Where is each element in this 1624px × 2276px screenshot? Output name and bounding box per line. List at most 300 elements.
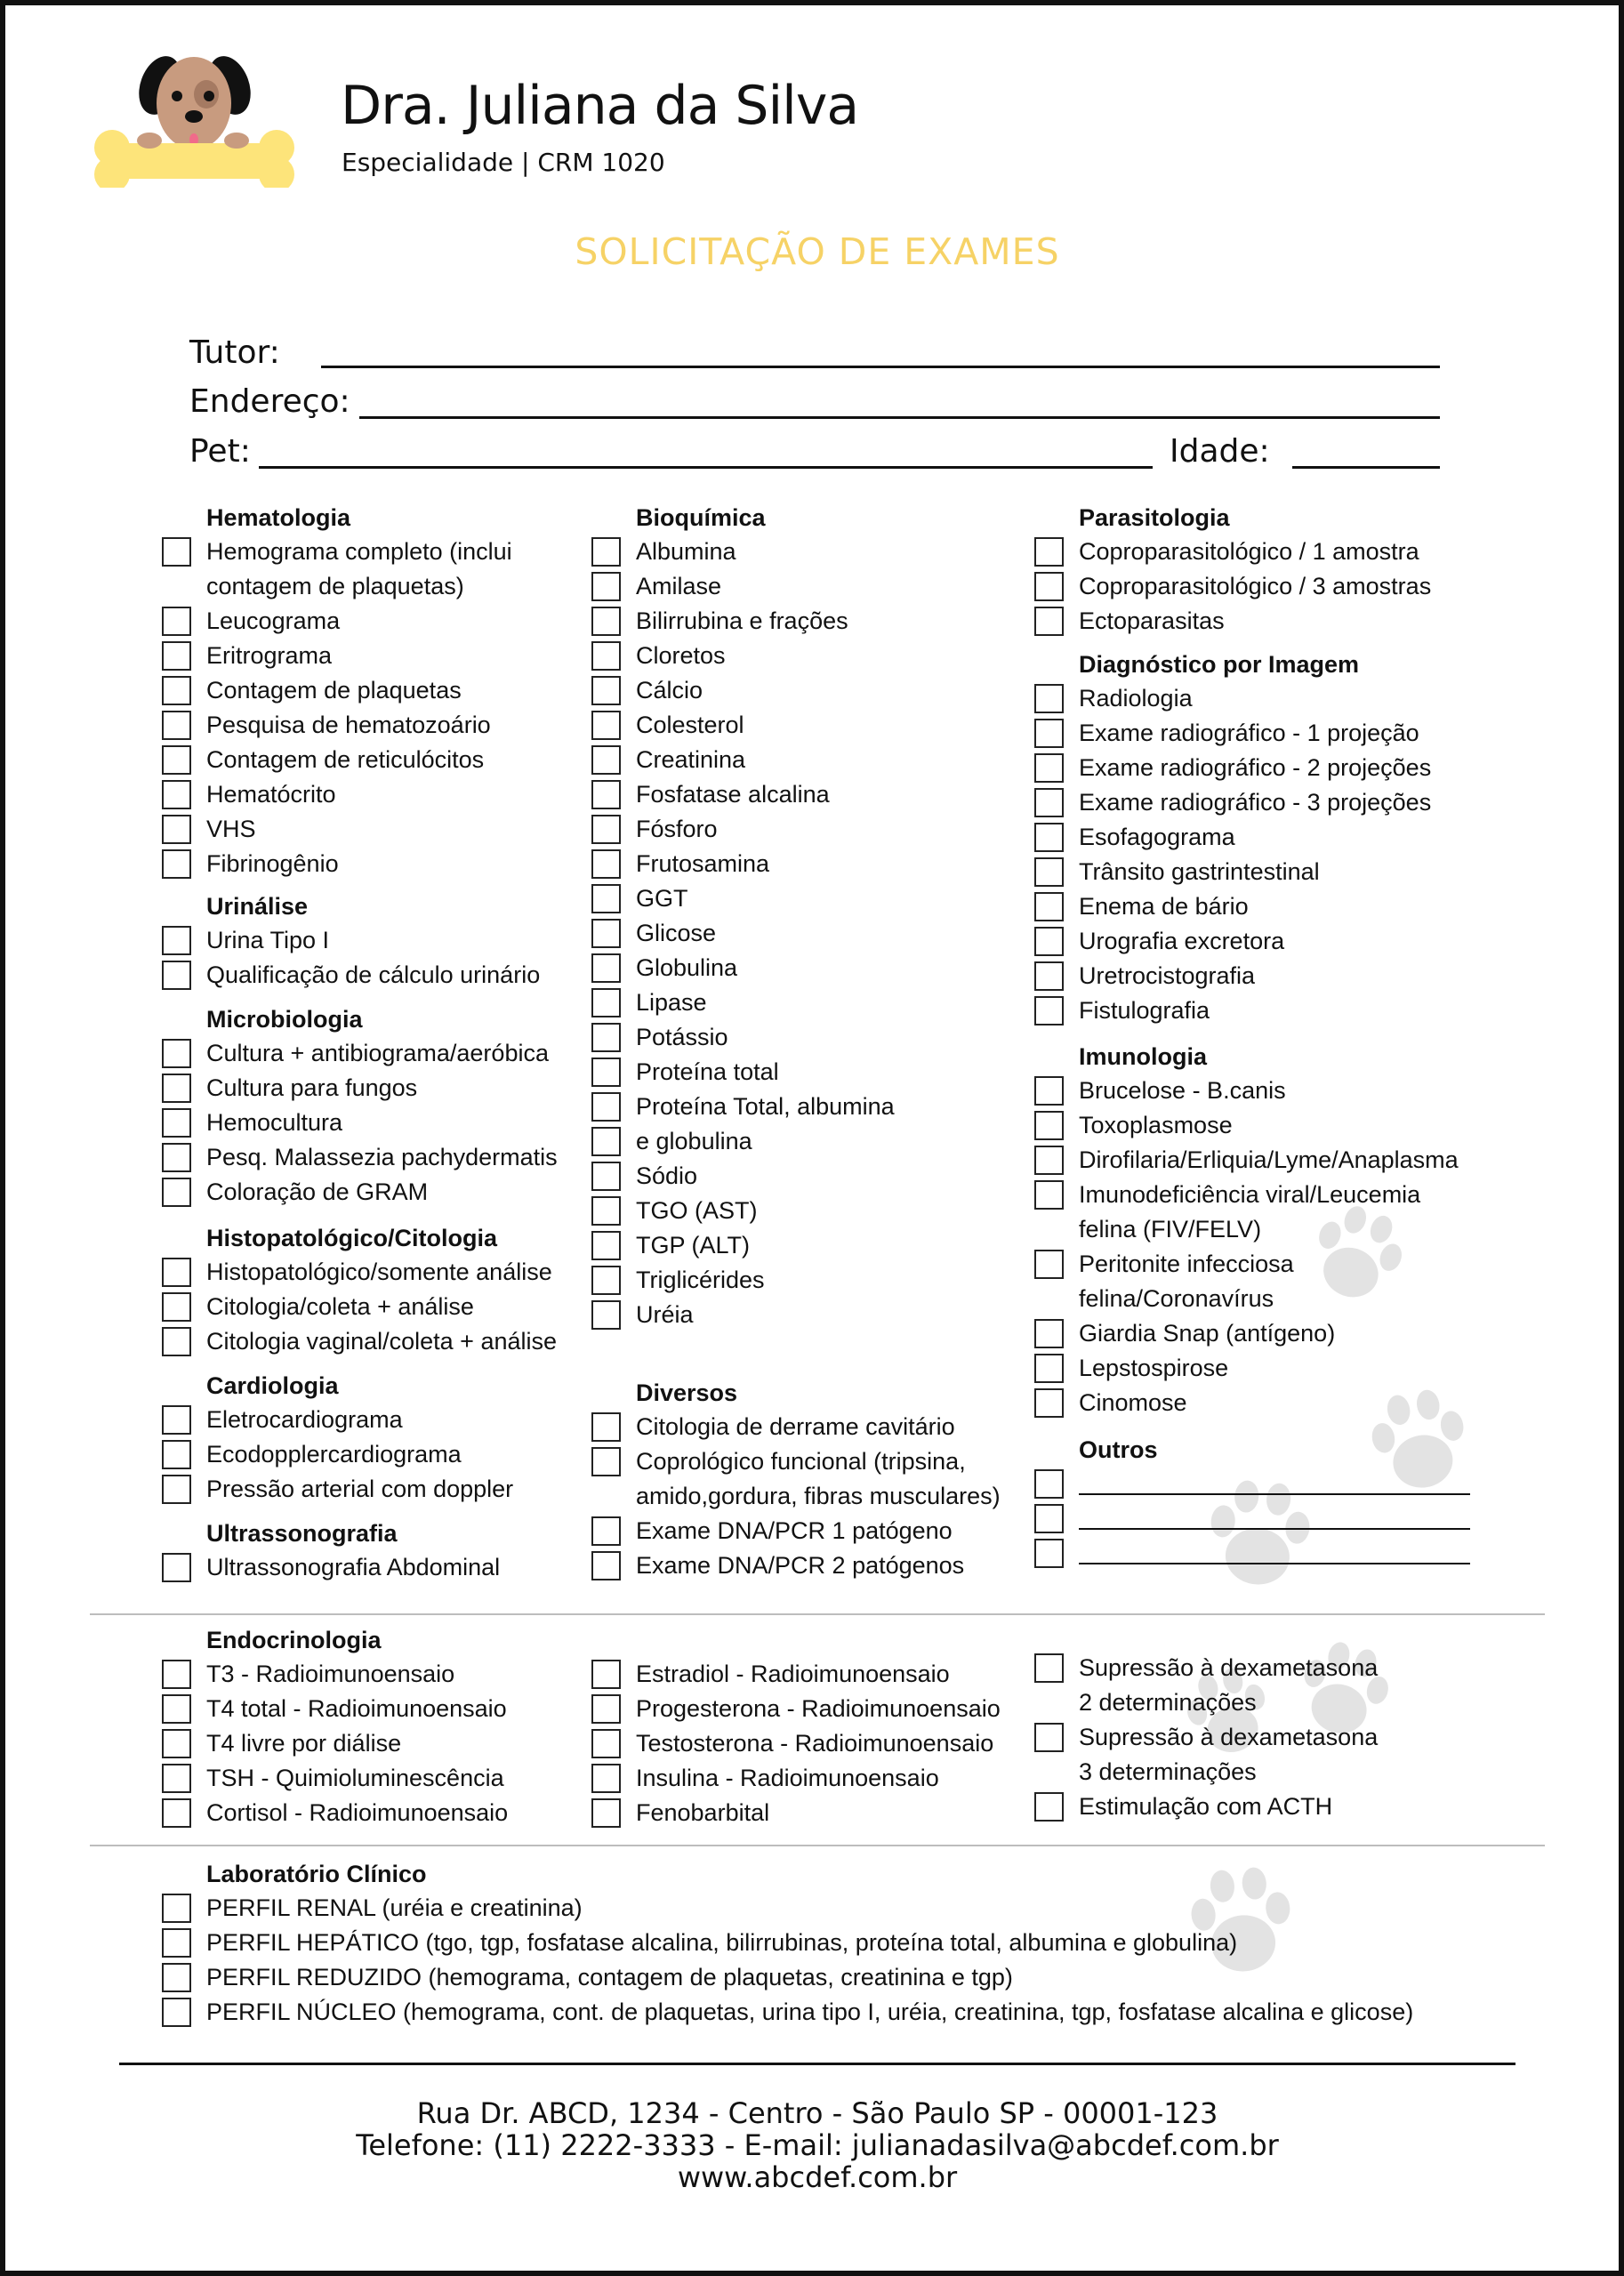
exam-label: Fenobarbital	[636, 1799, 770, 1826]
exam-checkbox[interactable]	[1034, 684, 1064, 713]
exam-section-imunologia	[1034, 1040, 1470, 1420]
exam-checkbox[interactable]	[591, 676, 621, 705]
exam-checkbox[interactable]	[162, 815, 191, 844]
exam-checkbox[interactable]	[591, 1516, 621, 1546]
exam-label: Urografia excretora	[1079, 928, 1285, 954]
section-divider	[90, 1613, 1545, 1615]
exam-label: Lipase	[636, 989, 707, 1016]
other-exam-field[interactable]	[1079, 1501, 1470, 1530]
exam-label: Coproparasitológico / 3 amostras	[1079, 573, 1432, 599]
form-title: SOLICITAÇÃO DE EXAMES	[575, 230, 1060, 273]
exam-item	[591, 777, 1001, 812]
idade-label: Idade:	[1170, 433, 1270, 470]
other-exam-field[interactable]	[1079, 1536, 1470, 1564]
exam-checkbox[interactable]	[1034, 753, 1064, 783]
exam-item	[1034, 1789, 1378, 1824]
exam-item	[162, 1796, 508, 1830]
exam-checkbox[interactable]	[162, 676, 191, 705]
exam-label: Supressão à dexametasona	[1079, 1724, 1379, 1750]
exam-label: e globulina	[636, 1128, 752, 1154]
section-title-histopatologico-citologia: Histopatológico/Citologia	[206, 1225, 497, 1251]
exam-checkbox[interactable]	[162, 1108, 191, 1138]
exam-label: Hematócrito	[206, 781, 336, 808]
exam-checkbox[interactable]	[591, 1058, 621, 1087]
exam-label: Brucelose - B.canis	[1079, 1077, 1286, 1104]
exam-checkbox[interactable]	[162, 537, 191, 567]
exam-checkbox[interactable]	[1034, 1111, 1064, 1140]
exam-checkbox[interactable]	[591, 1729, 621, 1758]
exam-label: T3 - Radioimunoensaio	[206, 1661, 455, 1687]
exam-item	[591, 604, 1001, 639]
exam-label-continuation: contagem de plaquetas)	[206, 573, 464, 599]
exam-checkbox[interactable]	[1034, 1354, 1064, 1383]
exam-item	[1034, 1501, 1470, 1536]
section-title-cardiologia: Cardiologia	[206, 1372, 339, 1399]
exam-label: Ecodopplercardiograma	[206, 1441, 462, 1468]
exam-label: Esofagograma	[1079, 824, 1235, 850]
exam-checkbox[interactable]	[1034, 857, 1064, 887]
exam-label: Citologia de derrame cavitário	[636, 1413, 955, 1440]
exam-item	[162, 923, 558, 958]
exam-item	[162, 1324, 558, 1359]
doctor-name: Dra. Juliana da Silva	[341, 75, 859, 137]
exam-checkbox[interactable]	[1034, 996, 1064, 1025]
exam-item	[591, 1514, 1001, 1548]
exam-checkbox[interactable]	[162, 1039, 191, 1068]
exam-label: Triglicérides	[636, 1267, 765, 1293]
exam-checkbox[interactable]	[1034, 1653, 1064, 1683]
exam-item	[162, 1692, 508, 1726]
exam-label: Uréia	[636, 1301, 694, 1328]
exam-item	[162, 1657, 508, 1692]
exam-item	[1034, 1108, 1470, 1143]
exam-label: Eletrocardiograma	[206, 1406, 403, 1433]
section-title-imunologia: Imunologia	[1079, 1043, 1207, 1070]
exam-item	[1034, 1467, 1470, 1501]
exam-label: Amilase	[636, 573, 722, 599]
tutor-field[interactable]	[321, 366, 1440, 368]
exam-label: PERFIL REDUZIDO (hemograma, contagem de plaquetas, creatinina e tgp)	[206, 1964, 1013, 1990]
exam-section-outros	[1034, 1433, 1470, 1571]
exam-checkbox[interactable]	[162, 1405, 191, 1435]
exam-label: Ectoparasitas	[1079, 607, 1225, 634]
exam-checkbox[interactable]	[162, 1998, 191, 2027]
endocrinologia-column-1	[162, 1657, 508, 1830]
exam-checkbox[interactable]	[1034, 537, 1064, 567]
exam-item	[591, 1020, 1001, 1055]
exam-label: Imunodeficiência viral/Leucemia	[1079, 1181, 1421, 1208]
exam-label: Histopatológico/somente análise	[206, 1259, 552, 1285]
exam-label: Exame radiográfico - 2 projeções	[1079, 754, 1432, 781]
exam-item	[1034, 820, 1470, 855]
idade-field[interactable]	[1292, 466, 1440, 469]
exam-item	[591, 1657, 1001, 1692]
exam-label: Fósforo	[636, 816, 718, 842]
exam-item	[591, 708, 1001, 743]
exam-label-continuation: 3 determinações	[1079, 1758, 1257, 1785]
exam-label: Dirofilaria/Erliquia/Lyme/Anaplasma	[1079, 1146, 1459, 1173]
exam-item	[591, 535, 1001, 569]
exam-label: PERFIL HEPÁTICO (tgo, tgp, fosfatase alcalina, bilirrubinas, proteína total, albumina e globulina)	[206, 1929, 1238, 1956]
exam-label: Urina Tipo I	[206, 927, 330, 953]
exam-item	[162, 1036, 558, 1071]
exam-checkbox[interactable]	[1034, 1180, 1064, 1210]
exam-checkbox[interactable]	[591, 988, 621, 1017]
exam-item	[591, 1090, 1001, 1124]
exam-item	[162, 1071, 558, 1106]
exam-item	[1034, 889, 1470, 924]
exam-label: Lepstospirose	[1079, 1355, 1229, 1381]
exam-item	[591, 1796, 1001, 1830]
exam-checkbox[interactable]	[591, 1196, 621, 1226]
exam-checkbox[interactable]	[591, 1447, 621, 1476]
exam-label: Hemograma completo (inclui	[206, 538, 512, 565]
exam-column-3	[1034, 501, 1470, 1571]
exam-item	[591, 881, 1001, 916]
exam-item	[162, 708, 558, 743]
exam-item	[591, 916, 1001, 951]
exam-label: Globulina	[636, 954, 738, 981]
section-title-ultrassonografia: Ultrassonografia	[206, 1520, 398, 1547]
exam-item	[1034, 604, 1470, 639]
exam-checkbox[interactable]	[162, 961, 191, 990]
exam-item	[162, 958, 558, 993]
exam-item	[1034, 924, 1470, 959]
exam-label: Insulina - Radioimunoensaio	[636, 1765, 939, 1791]
exam-checkbox[interactable]	[162, 1660, 191, 1689]
exam-checkbox[interactable]	[162, 1475, 191, 1504]
exam-label: Toxoplasmose	[1079, 1112, 1233, 1138]
exam-label: Creatinina	[636, 746, 746, 773]
exam-checkbox[interactable]	[591, 884, 621, 913]
exam-item	[591, 812, 1001, 847]
exam-item	[591, 1444, 1001, 1514]
exam-label: T4 total - Radioimunoensaio	[206, 1695, 507, 1722]
exam-label-continuation: amido,gordura, fibras musculares)	[636, 1483, 1001, 1509]
exam-label: Citologia/coleta + análise	[206, 1293, 474, 1320]
exam-checkbox[interactable]	[162, 1928, 191, 1958]
exam-label: Proteína Total, albumina	[636, 1093, 895, 1120]
exam-item	[162, 535, 558, 604]
exam-checkbox[interactable]	[162, 780, 191, 809]
exam-item	[591, 639, 1001, 673]
exam-item	[162, 777, 558, 812]
exam-item	[162, 1960, 1413, 1995]
exam-checkbox[interactable]	[591, 815, 621, 844]
other-exam-field[interactable]	[1079, 1467, 1470, 1495]
doctor-specialty: Especialidade | CRM 1020	[342, 148, 665, 177]
exam-item	[591, 1410, 1001, 1444]
exam-item	[1034, 535, 1470, 569]
section-title-parasitologia: Parasitologia	[1079, 504, 1230, 531]
exam-section-hematologia	[162, 501, 558, 881]
endocrinologia-header	[162, 1623, 382, 1657]
exam-label: TSH - Quimioluminescência	[206, 1765, 504, 1791]
footer-divider	[119, 2063, 1515, 2065]
exam-checkbox[interactable]	[1034, 892, 1064, 921]
exam-label: PERFIL RENAL (uréia e creatinina)	[206, 1894, 583, 1921]
exam-label: Supressão à dexametasona	[1079, 1654, 1379, 1681]
exam-item	[1034, 1651, 1378, 1720]
exam-label: Potássio	[636, 1024, 728, 1050]
exam-checkbox[interactable]	[591, 1127, 621, 1156]
exam-checkbox[interactable]	[591, 607, 621, 636]
exam-item	[162, 1437, 558, 1472]
exam-label: Leucograma	[206, 607, 341, 634]
exam-section-urinalise	[162, 889, 558, 993]
endereco-label: Endereço:	[189, 383, 350, 420]
exam-label: Hemocultura	[206, 1109, 343, 1136]
exam-item	[162, 1255, 558, 1290]
exam-label: Cálcio	[636, 677, 703, 704]
section-title-diversos: Diversos	[636, 1379, 738, 1406]
exam-checkbox[interactable]	[162, 711, 191, 740]
exam-item	[162, 1403, 558, 1437]
exam-checkbox[interactable]	[162, 1553, 191, 1582]
exam-section-cardiologia	[162, 1369, 558, 1507]
exam-item	[1034, 993, 1470, 1028]
exam-label: Radiologia	[1079, 685, 1193, 712]
exam-label: Cultura + antibiograma/aeróbica	[206, 1040, 549, 1066]
exam-section-diversos	[591, 1376, 1001, 1583]
exam-checkbox[interactable]	[1034, 1539, 1064, 1568]
exam-label: TGP (ALT)	[636, 1232, 751, 1259]
exam-label: Cinomose	[1079, 1389, 1187, 1416]
exam-checkbox[interactable]	[591, 1764, 621, 1793]
exam-item	[591, 985, 1001, 1020]
exam-label: VHS	[206, 816, 256, 842]
exam-label: Frutosamina	[636, 850, 770, 877]
exam-label: Fibrinogênio	[206, 850, 339, 877]
pet-field[interactable]	[259, 466, 1153, 469]
section-title-outros: Outros	[1079, 1436, 1158, 1463]
exam-label: Pesquisa de hematozoário	[206, 712, 491, 738]
exam-checkbox[interactable]	[1034, 823, 1064, 852]
exam-label: PERFIL NÚCLEO (hemograma, cont. de plaquetas, urina tipo I, uréia, creatinina, tgp, fosfatase alcalina e glicose)	[206, 1999, 1414, 2025]
exam-label: Cultura para fungos	[206, 1074, 418, 1101]
exam-checkbox[interactable]	[1034, 961, 1064, 991]
exam-checkbox[interactable]	[591, 1231, 621, 1260]
exam-label: Contagem de plaquetas	[206, 677, 462, 704]
exam-section-bioquimica	[591, 501, 1001, 1332]
exam-checkbox[interactable]	[591, 1266, 621, 1295]
exam-item	[591, 673, 1001, 708]
exam-label: Coloração de GRAM	[206, 1178, 429, 1205]
exam-checkbox[interactable]	[162, 849, 191, 879]
exam-checkbox[interactable]	[591, 537, 621, 567]
exam-checkbox[interactable]	[591, 1092, 621, 1122]
exam-checkbox[interactable]	[1034, 1388, 1064, 1418]
exam-checkbox[interactable]	[591, 745, 621, 775]
exam-checkbox[interactable]	[162, 1327, 191, 1356]
exam-checkbox[interactable]	[162, 1440, 191, 1469]
exam-checkbox[interactable]	[162, 1894, 191, 1923]
exam-label: TGO (AST)	[636, 1197, 758, 1224]
exam-item	[1034, 1178, 1470, 1247]
exam-label: Testosterona - Radioimunoensaio	[636, 1730, 994, 1757]
exam-checkbox[interactable]	[1034, 927, 1064, 956]
exam-item	[1034, 855, 1470, 889]
exam-checkbox[interactable]	[591, 1300, 621, 1330]
exam-label: Exame radiográfico - 1 projeção	[1079, 720, 1419, 746]
exam-checkbox[interactable]	[1034, 1319, 1064, 1348]
exam-item	[1034, 1351, 1470, 1386]
exam-checkbox[interactable]	[1034, 1076, 1064, 1106]
exam-checkbox[interactable]	[162, 607, 191, 636]
exam-label: GGT	[636, 885, 688, 912]
exam-checkbox[interactable]	[591, 1660, 621, 1689]
exam-item	[162, 1891, 1413, 1926]
exam-item	[591, 951, 1001, 985]
exam-item	[1034, 959, 1470, 993]
exam-checkbox[interactable]	[591, 1023, 621, 1052]
exam-label: Trânsito gastrintestinal	[1079, 858, 1320, 885]
exam-checkbox[interactable]	[1034, 1504, 1064, 1533]
exam-label: Enema de bário	[1079, 893, 1249, 920]
exam-label: Ultrassonografia Abdominal	[206, 1554, 501, 1580]
exam-checkbox[interactable]	[1034, 572, 1064, 601]
exam-item	[1034, 1316, 1470, 1351]
section-title-hematologia: Hematologia	[206, 504, 351, 531]
exam-label: T4 livre por diálise	[206, 1730, 402, 1757]
exam-section-parasitologia	[1034, 501, 1470, 639]
exam-item	[162, 673, 558, 708]
exam-checkbox[interactable]	[162, 1963, 191, 1992]
exam-checkbox[interactable]	[162, 1764, 191, 1793]
pet-label: Pet:	[189, 433, 251, 470]
exam-item	[591, 1228, 1001, 1263]
exam-label: Eritrograma	[206, 642, 333, 669]
section-title-diagnostico-por-imagem: Diagnóstico por Imagem	[1079, 651, 1360, 678]
exam-item	[591, 1159, 1001, 1194]
exam-checkbox[interactable]	[162, 1729, 191, 1758]
exam-label: Cortisol - Radioimunoensaio	[206, 1799, 509, 1826]
exam-item	[162, 1926, 1413, 1960]
exam-item	[162, 1550, 558, 1585]
section-title-laboratorio-clinico: Laboratório Clínico	[206, 1861, 427, 1887]
exam-label: Exame DNA/PCR 1 patógeno	[636, 1517, 953, 1544]
exam-item	[591, 743, 1001, 777]
section-title-bioquimica: Bioquímica	[636, 504, 766, 531]
exam-item	[591, 1298, 1001, 1332]
exam-checkbox[interactable]	[162, 1178, 191, 1207]
exam-section-histopatologico-citologia	[162, 1221, 558, 1359]
exam-checkbox[interactable]	[162, 1074, 191, 1103]
exam-checkbox[interactable]	[162, 926, 191, 955]
exam-item	[162, 812, 558, 847]
exam-item	[591, 1124, 1001, 1159]
exam-item	[162, 639, 558, 673]
exam-checkbox[interactable]	[591, 1162, 621, 1191]
footer-contact: Telefone: (11) 2222-3333 - E-mail: julianadasilva@abcdef.com.br	[356, 2128, 1279, 2162]
exam-checkbox[interactable]	[591, 641, 621, 671]
exam-checkbox[interactable]	[591, 849, 621, 879]
exam-item	[1034, 1386, 1470, 1420]
exam-checkbox[interactable]	[162, 1258, 191, 1287]
section-title-microbiologia: Microbiologia	[206, 1006, 363, 1033]
exam-section-ultrassonografia	[162, 1516, 558, 1585]
exam-checkbox[interactable]	[162, 1292, 191, 1322]
exam-item	[1034, 716, 1470, 751]
exam-section-microbiologia	[162, 1002, 558, 1210]
exam-checkbox[interactable]	[162, 1694, 191, 1724]
exam-item	[1034, 1536, 1470, 1571]
exam-checkbox[interactable]	[1034, 788, 1064, 817]
exam-checkbox[interactable]	[591, 1694, 621, 1724]
exam-item	[591, 1194, 1001, 1228]
exam-item	[162, 1761, 508, 1796]
exam-item	[162, 1995, 1413, 2030]
exam-checkbox[interactable]	[591, 780, 621, 809]
exam-item	[162, 1140, 558, 1175]
section-title-endocrinologia: Endocrinologia	[206, 1627, 382, 1653]
exam-label-continuation: 2 determinações	[1079, 1689, 1257, 1716]
exam-item	[162, 1726, 508, 1761]
exam-checkbox[interactable]	[591, 1412, 621, 1442]
exam-label: Sódio	[636, 1162, 698, 1189]
exam-checkbox[interactable]	[591, 919, 621, 948]
exam-item	[162, 604, 558, 639]
section-title-urinalise: Urinálise	[206, 893, 309, 920]
exam-label: Albumina	[636, 538, 736, 565]
exam-label: Contagem de reticulócitos	[206, 746, 485, 773]
exam-column-1	[162, 501, 558, 1585]
exam-checkbox[interactable]	[591, 953, 621, 983]
exam-checkbox[interactable]	[591, 1798, 621, 1828]
exam-item	[1034, 751, 1470, 785]
exam-item	[1034, 1720, 1378, 1789]
exam-item	[591, 1761, 1001, 1796]
exam-checkbox[interactable]	[162, 745, 191, 775]
exam-checkbox[interactable]	[591, 1551, 621, 1580]
exam-checkbox[interactable]	[162, 1798, 191, 1828]
endereco-field[interactable]	[359, 416, 1440, 419]
exam-item	[1034, 681, 1470, 716]
exam-checkbox[interactable]	[1034, 1469, 1064, 1499]
endocrinologia-column-2	[591, 1657, 1001, 1830]
exam-checkbox[interactable]	[591, 572, 621, 601]
exam-label: Cloretos	[636, 642, 726, 669]
exam-checkbox[interactable]	[1034, 719, 1064, 748]
exam-checkbox[interactable]	[1034, 1723, 1064, 1752]
exam-item	[591, 1055, 1001, 1090]
footer-website: www.abcdef.com.br	[677, 2160, 958, 2194]
exam-item	[591, 1726, 1001, 1761]
exam-checkbox[interactable]	[591, 711, 621, 740]
exam-checkbox[interactable]	[1034, 1250, 1064, 1279]
exam-item	[162, 1175, 558, 1210]
exam-label: Peritonite infecciosa	[1079, 1251, 1294, 1277]
exam-label: Uretrocistografia	[1079, 962, 1256, 989]
exam-checkbox[interactable]	[1034, 607, 1064, 636]
exam-label: Proteína total	[636, 1058, 779, 1085]
exam-item	[1034, 785, 1470, 820]
exam-label: Giardia Snap (antígeno)	[1079, 1320, 1336, 1347]
exam-label: Colesterol	[636, 712, 744, 738]
exam-checkbox[interactable]	[162, 641, 191, 671]
exam-section-diagnostico-por-imagem	[1034, 647, 1470, 1028]
exam-label: Estimulação com ACTH	[1079, 1793, 1333, 1820]
section-divider	[90, 1845, 1545, 1846]
exam-checkbox[interactable]	[1034, 1792, 1064, 1822]
exam-label-continuation: felina (FIV/FELV)	[1079, 1216, 1262, 1243]
exam-item	[1034, 1143, 1470, 1178]
exam-item	[162, 1290, 558, 1324]
exam-checkbox[interactable]	[162, 1143, 191, 1172]
footer-address: Rua Dr. ABCD, 1234 - Centro - São Paulo SP - 00001-123	[416, 2096, 1218, 2130]
exam-label: Pesq. Malassezia pachydermatis	[206, 1144, 558, 1170]
exam-checkbox[interactable]	[1034, 1146, 1064, 1175]
